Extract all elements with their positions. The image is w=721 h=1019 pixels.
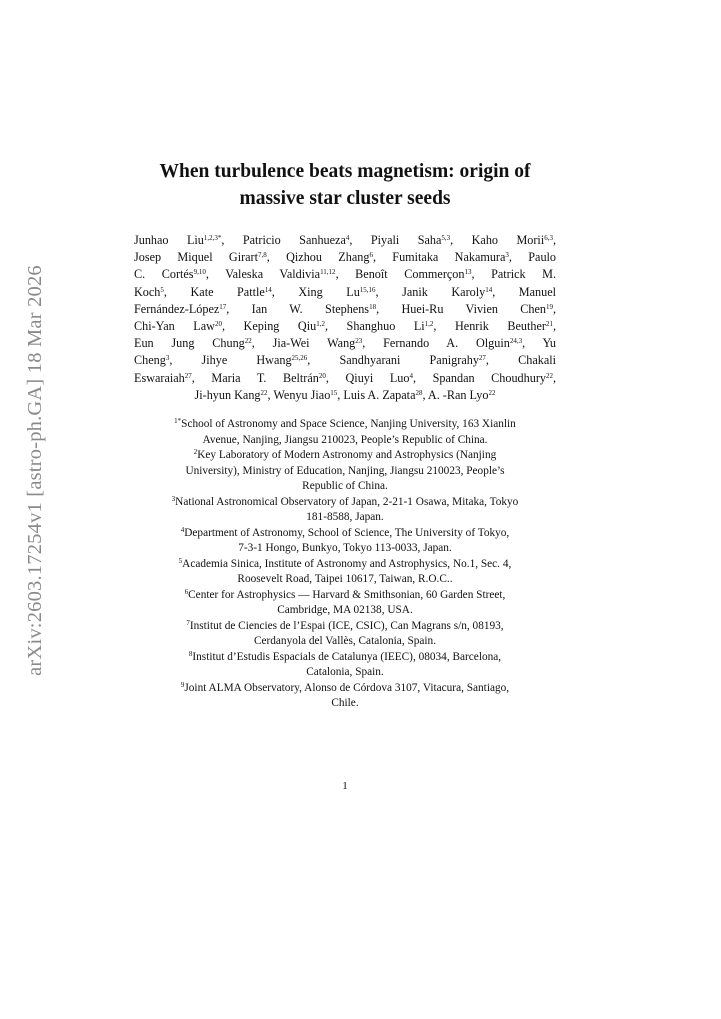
affiliation-line xyxy=(136,557,554,573)
affiliation-item xyxy=(136,417,554,448)
author-name: Ian W. Stephens xyxy=(251,301,370,316)
author-affiliation-mark: 22 xyxy=(260,388,268,397)
author-name: Jia-Wei Wang xyxy=(272,336,356,351)
author-line: Koch$^5$, Kate Pattle$^{14}$, Xing Lu$^{15,16}$, Janik Karoly$^{14}$, Manuel xyxy=(134,284,557,299)
affiliation-list xyxy=(136,417,554,712)
author-list xyxy=(134,232,556,404)
affiliation-line xyxy=(136,665,554,681)
author-name: Jihye Hwang xyxy=(201,353,292,368)
affiliation-mark: 2 xyxy=(193,448,198,456)
affiliation-text: Catalonia, Spain. xyxy=(306,666,384,678)
author-affiliation-mark: 11,12 xyxy=(320,268,336,277)
affiliation-mark: 7 xyxy=(186,618,190,627)
author-name: Yu xyxy=(542,336,557,351)
author-name: Paulo xyxy=(528,250,557,265)
author-name: Eun Jung Chung xyxy=(134,336,245,351)
author-line: Chi-Yan Law$^{20}$, Keping Qiu$^{1,2}$, Shanghuo Li$^{1,2}$, Henrik Beuther$^{21}$, xyxy=(134,319,556,334)
affiliation-text: Center for Astrophysics — Harvard & Smithsonian, 60 Garden Street, xyxy=(188,588,506,601)
author-affiliation-mark: 28 xyxy=(415,388,423,397)
author-name: Sandhyarani Panigrahy xyxy=(339,353,479,368)
author-line: Eswaraiah$^{27}$, Maria T. Beltrán$^{20}$, Qiuyi Luo$^4$, Spandan Choudhury$^{22}$, xyxy=(134,370,557,385)
affiliation-line xyxy=(136,696,554,712)
author-affiliation-mark: 6,3 xyxy=(544,234,553,242)
affiliation-text: Cambridge, MA 02138, USA. xyxy=(277,604,413,616)
author-name: Kate Pattle xyxy=(190,284,265,299)
author-affiliation-mark: 25,26 xyxy=(291,354,308,363)
author-name: Fernando A. Olguin xyxy=(383,336,510,351)
affiliation-line xyxy=(136,634,554,650)
affiliation-mark: 5 xyxy=(178,556,183,565)
author-affiliation-mark: 6 xyxy=(369,251,373,260)
author-name: Benoît Commerçon xyxy=(355,267,465,282)
affiliation-item xyxy=(136,588,554,619)
affiliation-text: Department of Astronomy, School of Science, The University of Tokyo, xyxy=(184,526,510,539)
author-affiliation-mark: 5,3 xyxy=(441,234,451,242)
affiliation-line xyxy=(136,510,554,526)
author-name: Xing Lu xyxy=(298,284,360,299)
affiliation-line xyxy=(136,433,554,449)
author-name: Keping Qiu xyxy=(243,319,317,334)
affiliation-text: University), Ministry of Education, Nanjing, Jiangsu 210023, People’s xyxy=(185,464,505,477)
paper-title xyxy=(135,158,555,212)
author-affiliation-mark: 14 xyxy=(485,285,493,294)
affiliation-line xyxy=(136,681,554,697)
author-affiliation-mark: 21 xyxy=(545,320,553,329)
author-affiliation-mark: 20 xyxy=(214,320,222,329)
affiliation-text: Joint ALMA Observatory, Alonso de Córdova 3107, Vitacura, Santiago, xyxy=(184,681,510,694)
author-name: Shanghuo Li xyxy=(346,319,425,334)
affiliation-text: Chile. xyxy=(331,697,359,709)
affiliation-text: 7-3-1 Hongo, Bunkyo, Tokyo 113-0033, Japan. xyxy=(238,542,452,554)
author-line: Josep Miquel Girart$^{7,8}$, Qizhou Zhang$^6$, Fumitaka Nakamura$^3$, Paulo xyxy=(134,250,557,265)
affiliation-line xyxy=(136,495,554,511)
affiliation-mark: 6 xyxy=(184,587,189,596)
affiliation-text: Cerdanyola del Vallès, Catalonia, Spain. xyxy=(253,635,437,647)
author-affiliation-mark: 27 xyxy=(184,371,192,380)
author-name: Cheng xyxy=(134,353,166,368)
affiliation-mark: 4 xyxy=(180,525,185,534)
author-name: Luis A. Zapata xyxy=(343,387,416,402)
affiliation-line xyxy=(136,619,554,635)
author-affiliation-mark: 7,8 xyxy=(258,251,267,260)
affiliation-line xyxy=(136,526,554,542)
affiliation-text: Academia Sinica, Institute of Astronomy and Astrophysics, No.1, Sec. 4, xyxy=(182,557,512,570)
affiliation-line xyxy=(136,448,554,464)
author-line: Cheng$^3$, Jihye Hwang$^{25,26}$, Sandhyarani Panigrahy$^{27}$, Chakali xyxy=(134,353,557,368)
affiliation-mark: 9 xyxy=(180,680,185,689)
author-affiliation-mark: 4 xyxy=(409,371,413,380)
author-line: Eun Jung Chung$^{22}$, Jia-Wei Wang$^{23}$, Fernando A. Olguin$^{24,3}$, Yu xyxy=(134,336,557,351)
author-affiliation-mark: 23 xyxy=(355,337,363,346)
author-affiliation-mark: 15 xyxy=(330,388,338,397)
affiliation-item xyxy=(136,557,554,588)
author-affiliation-mark: 18 xyxy=(369,302,377,311)
author-name: Kaho Morii xyxy=(471,233,545,247)
author-name: Eswaraiah xyxy=(134,370,185,385)
author-name: Ji-hyun Kang xyxy=(194,387,261,402)
author-name: Fumitaka Nakamura xyxy=(392,250,506,265)
affiliation-mark: 1* xyxy=(174,417,182,425)
affiliation-line xyxy=(136,464,554,480)
author-name: Huei-Ru Vivien Chen xyxy=(401,301,546,316)
affiliation-text: 181-8588, Japan. xyxy=(306,511,384,523)
author-name: Qizhou Zhang xyxy=(286,250,370,265)
author-name: Patrick M. xyxy=(491,267,557,282)
author-affiliation-mark: 3 xyxy=(165,354,170,363)
author-name: Fernández-López xyxy=(134,301,220,316)
author-name: Valeska Valdivia xyxy=(225,267,321,282)
affiliation-item xyxy=(136,619,554,650)
author-affiliation-mark: 14 xyxy=(264,285,272,294)
affiliation-mark: 8 xyxy=(188,649,193,658)
arxiv-identifier-stamp xyxy=(22,265,48,675)
affiliation-text: Institut d’Estudis Espacials de Catalunya (IEEC), 08034, Barcelona, xyxy=(192,650,502,663)
affiliation-item xyxy=(136,495,554,526)
author-affiliation-mark: 3 xyxy=(505,251,509,260)
author-name: Maria T. Beltrán xyxy=(211,370,319,385)
author-affiliation-mark: 27 xyxy=(478,354,486,363)
affiliation-line xyxy=(136,603,554,619)
author-name: Chakali xyxy=(518,353,557,368)
author-name: A. -Ran Lyo xyxy=(427,387,489,402)
affiliation-line xyxy=(136,479,554,495)
author-name: Spandan Choudhury xyxy=(432,370,546,385)
author-line: C. Cortés$^{9,10}$, Valeska Valdivia$^{11,12}$, Benoît Commerçon$^{13}$, Patrick M. xyxy=(134,267,557,282)
author-name: Chi-Yan Law xyxy=(134,319,215,334)
author-affiliation-mark: 1,2 xyxy=(316,320,325,329)
paper-title-line-2: massive star cluster seeds xyxy=(239,188,451,209)
affiliation-text: School of Astronomy and Space Science, Nanjing University, 163 Xianlin xyxy=(181,418,516,430)
affiliation-text: National Astronomical Observatory of Japan, 2-21-1 Osawa, Mitaka, Tokyo xyxy=(175,495,519,508)
author-line: Ji-hyun Kang$^{22}$, Wenyu Jiao$^{15}$, Luis A. Zapata$^{28}$, A. -Ran Lyo$^{22}$ xyxy=(194,387,496,402)
author-affiliation-mark: 22 xyxy=(545,371,553,380)
author-affiliation-mark: 9,10 xyxy=(193,268,206,277)
author-affiliation-mark: 13 xyxy=(464,268,472,277)
affiliation-line xyxy=(136,541,554,557)
author-name: Junhao Liu xyxy=(134,233,204,247)
author-affiliation-mark: 5 xyxy=(160,285,164,294)
author-name: Josep Miquel Girart xyxy=(134,250,258,265)
author-affiliation-mark: 15,16 xyxy=(359,285,376,294)
author-name: C. Cortés xyxy=(134,267,194,282)
affiliation-line xyxy=(136,588,554,604)
affiliation-line xyxy=(136,650,554,666)
paper-title-line-1: When turbulence beats magnetism: origin of xyxy=(159,161,531,182)
affiliation-text: Institut de Ciencies de l’Espai (ICE, CSIC), Can Magrans s/n, 08193, xyxy=(189,619,504,632)
author-affiliation-mark: 20 xyxy=(318,371,326,380)
author-name: Qiuyi Luo xyxy=(345,370,410,385)
affiliation-text: Avenue, Nanjing, Jiangsu 210023, People’s Republic of China. xyxy=(202,433,488,446)
affiliation-line xyxy=(136,572,554,588)
author-affiliation-mark: 24,3 xyxy=(509,337,523,346)
author-name: Piyali Saha xyxy=(370,233,442,247)
affiliation-item xyxy=(136,681,554,712)
page-number: 1 xyxy=(342,780,348,792)
author-affiliation-mark: 22 xyxy=(244,337,252,346)
author-name: Wenyu Jiao xyxy=(273,387,331,402)
author-affiliation-mark: 4 xyxy=(345,234,350,242)
author-name: Patricio Sanhueza xyxy=(242,233,346,247)
author-affiliation-mark: 1,2 xyxy=(424,320,434,329)
author-affiliation-mark: 17 xyxy=(219,302,227,311)
author-line: Fernández-López$^{17}$, Ian W. Stephens$^{18}$, Huei-Ru Vivien Chen$^{19}$, xyxy=(134,301,557,316)
author-line: Junhao Liu$^{1,2,3*}$, Patricio Sanhueza$^4$, Piyali Saha$^{5,3}$, Kaho Morii$^{6,3}$, xyxy=(134,233,557,247)
affiliation-item xyxy=(136,650,554,681)
affiliation-item xyxy=(136,526,554,557)
affiliation-item xyxy=(136,448,554,495)
author-name: Janik Karoly xyxy=(402,284,486,299)
affiliation-mark: 3 xyxy=(171,494,176,503)
arxiv-identifier-text: arXiv:2603.17254v1 [astro-ph.GA] 18 Mar 2026 xyxy=(23,264,46,676)
affiliation-text: Republic of China. xyxy=(302,480,388,492)
author-affiliation-mark: 19 xyxy=(545,302,553,311)
author-affiliation-mark: 22 xyxy=(488,388,496,397)
affiliation-line xyxy=(136,417,554,433)
affiliation-text: Key Laboratory of Modern Astronomy and Astrophysics (Nanjing xyxy=(197,449,497,461)
author-name: Manuel xyxy=(518,284,557,299)
affiliation-text: Roosevelt Road, Taipei 10617, Taiwan, R.O.C.. xyxy=(237,573,453,585)
author-name: Koch xyxy=(134,284,161,299)
author-affiliation-mark: 1,2,3* xyxy=(203,234,222,242)
author-name: Henrik Beuther xyxy=(455,319,546,334)
